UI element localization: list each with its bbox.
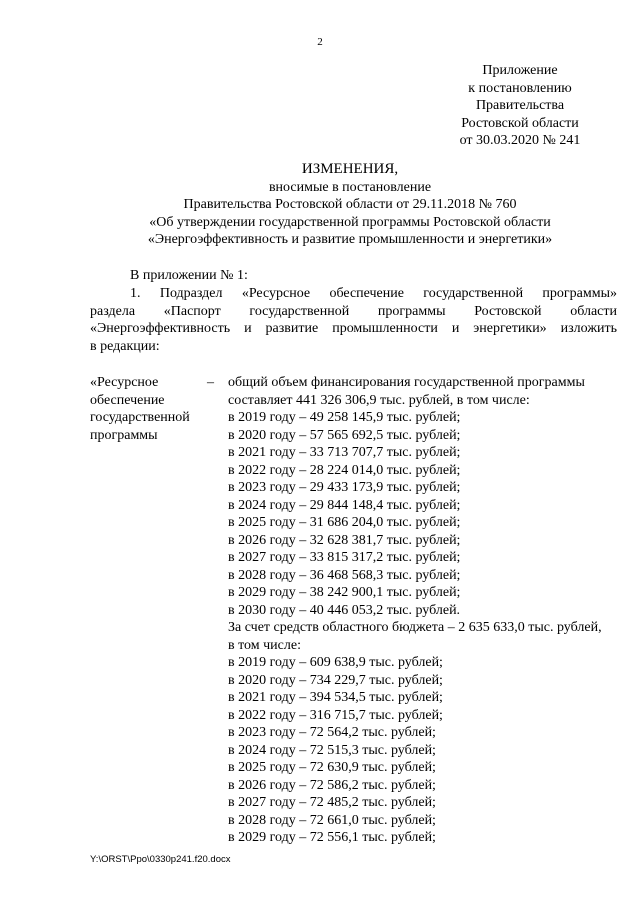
appendix-line: Правительства (475, 98, 565, 113)
regional-year-line: в 2019 году – 609 638,9 тыс. рублей; (228, 655, 443, 670)
year-line: в 2028 году – 36 468 568,3 тыс. рублей; (228, 567, 461, 583)
paragraph-line: в редакции: (90, 338, 160, 354)
paragraph-line: раздела «Паспорт государственной программы Ростовской области (90, 303, 617, 319)
appendix-header (420, 62, 620, 150)
appendix-line: Приложение (482, 63, 558, 78)
paragraph-line: 1. Подраздел «Ресурсное обеспечение государственной программы» (130, 286, 617, 301)
title-line: вносимые в постановление (268, 179, 432, 195)
appendix-line: от 30.03.2020 № 241 (459, 133, 581, 148)
year-line: в 2020 году – 57 565 692,5 тыс. рублей; (228, 427, 461, 443)
title-line: «Об утверждении государственной программы Ростовской области (149, 214, 551, 230)
regional-year-line: в 2025 году – 72 630,9 тыс. рублей; (228, 760, 436, 775)
table-label-line: программы (90, 427, 158, 443)
year-line: в 2023 году – 29 433 173,9 тыс. рублей; (228, 480, 461, 495)
year-line: в 2030 году – 40 446 053,2 тыс. рублей. (228, 602, 461, 618)
year-line: в 2024 году – 29 844 148,4 тыс. рублей; (228, 497, 461, 513)
table-label-line: обеспечение (90, 392, 165, 408)
table-dash: – (207, 375, 214, 390)
regional-year-line: в 2029 году – 72 556,1 тыс. рублей; (228, 830, 436, 845)
year-line: в 2022 году – 28 224 014,0 тыс. рублей; (228, 462, 461, 478)
regional-line: в том числе: (228, 637, 301, 653)
year-line: в 2026 году – 32 628 381,7 тыс. рублей; (228, 532, 461, 548)
regional-year-line: в 2022 году – 316 715,7 тыс. рублей; (228, 707, 443, 723)
table-label-line: государственной (90, 410, 190, 425)
regional-year-line: в 2021 году – 394 534,5 тыс. рублей; (228, 690, 443, 705)
appendix-line: к постановлению (468, 80, 572, 96)
regional-year-line: в 2028 году – 72 661,0 тыс. рублей; (228, 812, 436, 828)
table-label-line: «Ресурсное (90, 375, 159, 390)
title-heading: ИЗМЕНЕНИЯ, (301, 161, 399, 177)
regional-year-line: в 2023 году – 72 564,2 тыс. рублей; (228, 725, 436, 740)
title-line: «Энергоэффективность и развитие промышленности и энергетики» (147, 232, 553, 247)
regional-year-line: в 2020 году – 734 229,7 тыс. рублей; (228, 672, 443, 688)
intro-text: В приложении № 1: (130, 268, 248, 283)
total-line: составляет 441 326 306,9 тыс. рублей, в том числе: (228, 392, 530, 408)
year-line: в 2021 году – 33 713 707,7 тыс. рублей; (228, 445, 461, 460)
appendix-line: Ростовской области (461, 115, 579, 131)
table-value-column (228, 374, 617, 847)
regional-year-line: в 2024 году – 72 515,3 тыс. рублей; (228, 742, 436, 758)
year-line: в 2019 году – 49 258 145,9 тыс. рублей; (228, 410, 461, 425)
paragraph-line: «Энергоэффективность и развитие промышленности и энергетики» изложить (90, 321, 617, 336)
file-path-footer: Y:\ORST\Ppo\0330p241.f20.docx (90, 854, 231, 865)
regional-year-line: в 2027 году – 72 485,2 тыс. рублей; (228, 795, 436, 810)
total-line: общий объем финансирования государственной программы (228, 375, 585, 390)
title-line: Правительства Ростовской области от 29.11.2018 № 760 (183, 197, 517, 212)
page-number: 2 (317, 36, 323, 48)
year-line: в 2029 году – 38 242 900,1 тыс. рублей; (228, 585, 461, 600)
year-line: в 2027 году – 33 815 317,2 тыс. рублей; (228, 550, 461, 565)
year-line: в 2025 году – 31 686 204,0 тыс. рублей; (228, 515, 461, 530)
regional-year-line: в 2026 году – 72 586,2 тыс. рублей; (228, 777, 436, 793)
document-title (80, 161, 620, 249)
regional-line: За счет средств областного бюджета – 2 635 633,0 тыс. рублей, (228, 620, 602, 635)
table-label-column (90, 374, 220, 444)
paragraph-1 (90, 285, 617, 355)
